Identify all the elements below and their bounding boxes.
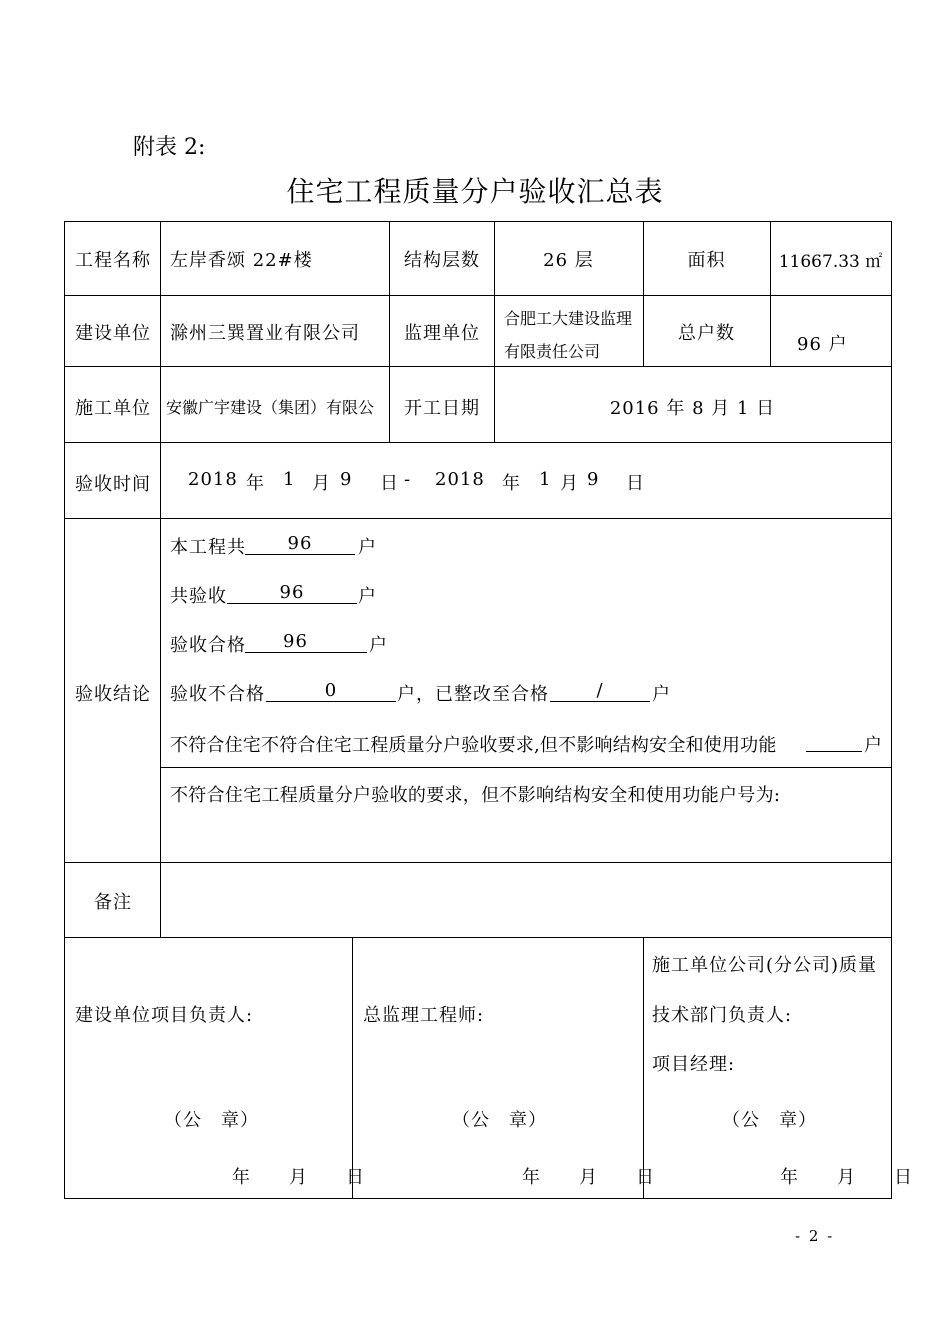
builder-value: 滁州三巽置业有限公司 [170, 323, 360, 344]
supervisor-value-line1: 合肥工大建设监理 [504, 309, 633, 328]
floors-label: 结构层数 [404, 250, 480, 271]
households-value: 96 户 [797, 334, 848, 355]
to-month-unit: 月 [560, 473, 579, 494]
area-label: 面积 [687, 250, 726, 271]
supervisor-value-line2: 有限责任公司 [504, 342, 601, 361]
from-year-unit: 年 [246, 473, 265, 494]
contractor-signer-line3: 项目经理: [652, 1054, 736, 1075]
supervisor-seal: （公 章） [452, 1110, 547, 1131]
from-month: 1 [283, 469, 296, 490]
supervisor-signer-label: 总监理工程师: [363, 1005, 485, 1026]
supervisor-sign-date: 年 月 日 [522, 1167, 655, 1188]
to-day: 9 [587, 469, 600, 490]
to-day-unit: 日 [626, 473, 645, 494]
contractor-label: 施工单位 [75, 398, 151, 419]
area-value: 11667.33 ㎡ [778, 252, 883, 272]
to-year: 2018 [435, 469, 485, 490]
floors-value: 26 层 [543, 250, 594, 271]
nonconforming-text: 不符合住宅不符合住宅工程质量分户验收要求,但不影响结构安全和使用功能 [170, 735, 777, 756]
start-date-label: 开工日期 [404, 398, 480, 419]
to-year-unit: 年 [502, 473, 521, 494]
appendix-label: 附表 2: [133, 135, 206, 160]
unqualified-value: 0 [324, 680, 338, 701]
supervisor-label: 监理单位 [404, 323, 480, 344]
page-title: 住宅工程质量分户验收汇总表 [286, 175, 664, 208]
total-households-value: 96 [287, 533, 313, 554]
contractor-seal: （公 章） [722, 1110, 817, 1131]
builder-label: 建设单位 [75, 323, 151, 344]
qualified-prefix: 验收合格 [170, 635, 246, 656]
qualified-unit: 户 [369, 635, 388, 656]
remarks-label: 备注 [94, 892, 132, 913]
households-label: 总户数 [678, 323, 735, 344]
rectified-value: / [596, 680, 604, 701]
rectified-unit: 户 [652, 684, 671, 705]
accepted-value: 96 [279, 582, 305, 603]
period-dash: - [404, 469, 412, 490]
nonconforming-unit: 户 [864, 735, 883, 756]
accepted-unit: 户 [358, 586, 377, 607]
total-households-unit: 户 [358, 537, 377, 558]
total-households-prefix: 本工程共 [170, 537, 246, 558]
from-month-unit: 月 [312, 473, 331, 494]
builder-seal: （公 章） [164, 1110, 259, 1131]
to-month: 1 [539, 469, 552, 490]
accepted-prefix: 共验收 [170, 586, 227, 607]
project-name-label: 工程名称 [75, 250, 151, 271]
rectified-prefix: 户，已整改至合格 [397, 684, 549, 705]
project-name-value: 左岸香颂 22#楼 [170, 250, 313, 271]
page-number: - 2 - [795, 1227, 835, 1245]
builder-signer-label: 建设单位项目负责人: [75, 1005, 254, 1026]
start-date-value: 2016 年 8 月 1 日 [609, 398, 776, 419]
contractor-sign-date: 年 月 日 [780, 1167, 913, 1188]
conclusion-label: 验收结论 [75, 684, 151, 705]
house-numbers-text: 不符合住宅工程质量分户验收的要求，但不影响结构安全和使用功能户号为: [170, 785, 781, 806]
builder-sign-date: 年 月 日 [232, 1167, 365, 1188]
qualified-value: 96 [283, 631, 308, 652]
contractor-value: 安徽广宇建设（集团）有限公 [166, 398, 375, 417]
contractor-signer-line1: 施工单位公司(分公司)质量 [652, 955, 878, 976]
from-day: 9 [340, 469, 353, 490]
from-year: 2018 [188, 469, 238, 490]
acceptance-time-label: 验收时间 [75, 474, 151, 495]
unqualified-prefix: 验收不合格 [170, 684, 265, 705]
from-day-unit: 日 [380, 473, 399, 494]
contractor-signer-line2: 技术部门负责人: [652, 1005, 793, 1026]
